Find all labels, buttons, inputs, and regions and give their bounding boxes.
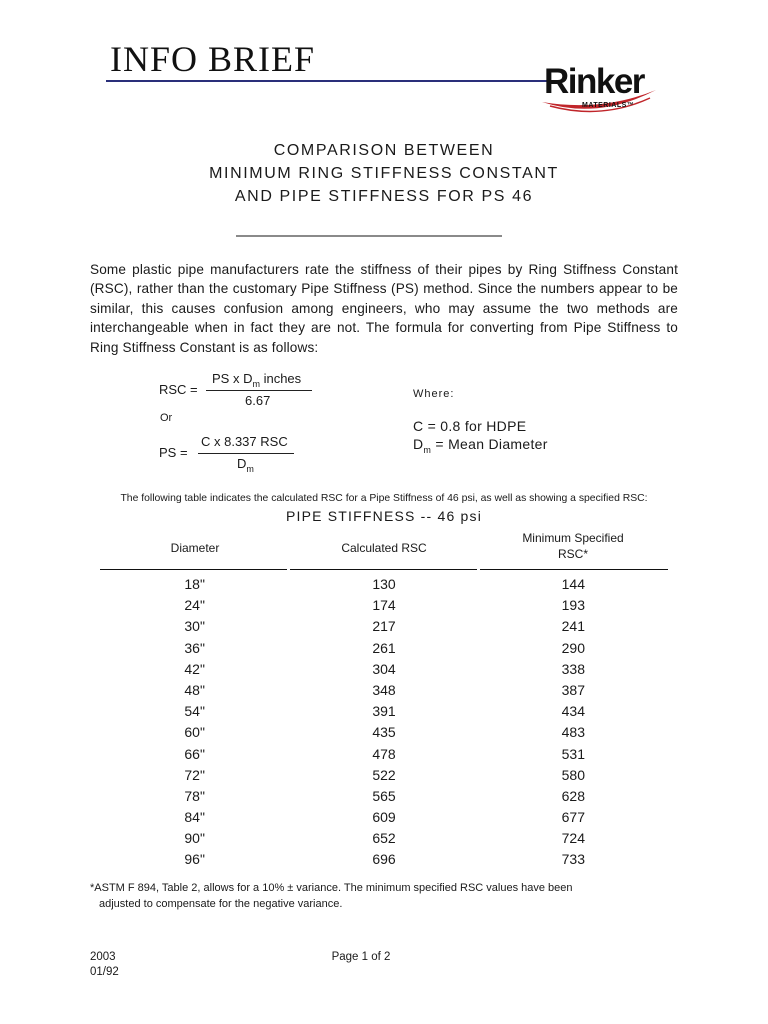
rsc-formula-numerator: PS x $D_m$ inches: [212, 371, 302, 389]
calculated-rsc-cell: 609: [372, 809, 396, 826]
dm-definition: $D_m$ = Mean Diameter: [413, 436, 548, 455]
table-row: [100, 701, 668, 722]
diameter-cell: 78": [184, 787, 205, 804]
diameter-cell: 60": [184, 724, 205, 741]
diameter-cell: 48": [184, 681, 205, 698]
calculated-rsc-cell: 217: [372, 618, 396, 635]
header-underline-2: [290, 569, 477, 570]
info-brief-title: INFO BRIEF: [110, 39, 316, 79]
rsc-fraction-bar: [206, 390, 312, 391]
calculated-rsc-cell: 348: [372, 681, 396, 698]
footnote: *ASTM F 894, Table 2, allows for a 10% ± variance. The minimum specified RSC values have been adjusted to compensate for the negative variance.: [90, 882, 573, 910]
calculated-rsc-cell: 478: [372, 745, 396, 762]
calculated-rsc-cell: 391: [372, 703, 396, 720]
table-row: [100, 828, 668, 849]
page-number: Page 1 of 2: [331, 951, 391, 963]
minimum-rsc-cell: 733: [561, 851, 585, 868]
ps-formula-numerator: C x 8.337 RSC: [201, 434, 288, 449]
minimum-rsc-cell: 290: [561, 639, 585, 656]
calculated-rsc-cell: 174: [372, 597, 396, 614]
header-underline-1: [100, 569, 287, 570]
table-caption: The following table indicates the calculated RSC for a Pipe Stiffness of 46 psi, as well as showing a specified RSC:: [120, 493, 648, 504]
diameter-cell: 18": [184, 576, 205, 592]
table-row: [100, 786, 668, 807]
minimum-rsc-cell: 144: [561, 576, 585, 592]
header-underline-3: [480, 569, 668, 570]
table-row: [100, 680, 668, 701]
table-row: [100, 616, 668, 637]
calculated-rsc-cell: 652: [372, 830, 396, 847]
calculated-rsc-cell: 696: [372, 851, 396, 868]
ps-formula-lhs: PS =: [159, 445, 188, 460]
table-row: [100, 722, 668, 743]
heading-rule: [236, 235, 502, 237]
diameter-cell: 30": [184, 618, 205, 635]
calculated-rsc-cell: 522: [372, 766, 396, 783]
table-row: [100, 574, 668, 595]
table-row: [100, 744, 668, 765]
calculated-rsc-cell: 304: [372, 660, 396, 677]
heading-line-1: COMPARISON BETWEEN: [273, 142, 495, 159]
where-label: Where:: [413, 388, 455, 400]
minimum-rsc-cell: 628: [561, 787, 585, 804]
diameter-cell: 54": [184, 703, 205, 720]
calculated-rsc-cell: 130: [372, 576, 396, 592]
logo-subtext: MATERIALS™: [582, 102, 635, 109]
header-rule: [106, 80, 550, 82]
minimum-rsc-cell: 531: [561, 745, 585, 762]
calculated-rsc-cell: 261: [372, 639, 396, 656]
minimum-rsc-cell: 677: [561, 809, 585, 826]
diameter-cell: 90": [184, 830, 205, 847]
diameter-cell: 36": [184, 639, 205, 656]
intro-paragraph: Some plastic pipe manufacturers rate the stiffness of their pipes by Ring Stiffness Constant (RSC), rather than the customary Pipe Stiffness (PS) method. Since the numbers appear to be similar, this causes confusion among engineers, who may assume the two methods are interchangeable when in fact they are not. The formula for converting from Pipe Stiffness to Ring Stiffness Constant is as follows:: [90, 262, 678, 355]
table-title: PIPE STIFFNESS -- 46 psi: [285, 508, 483, 524]
table-row: [100, 659, 668, 680]
minimum-rsc-cell: 483: [561, 724, 585, 741]
rsc-formula-lhs: RSC =: [159, 382, 198, 397]
calculated-rsc-cell: 435: [372, 724, 396, 741]
minimum-rsc-cell: 387: [561, 681, 585, 698]
footer-date: 2003 01/92: [90, 951, 119, 978]
c-definition: C = 0.8 for HDPE: [413, 418, 527, 434]
minimum-rsc-cell: 193: [561, 597, 585, 614]
column-header-diameter: Diameter: [170, 541, 220, 555]
minimum-rsc-cell: 580: [561, 766, 585, 783]
ps-formula-denominator: $D_m$: [237, 456, 254, 474]
ps-fraction-bar: [198, 453, 294, 454]
table-row: [100, 595, 668, 616]
diameter-cell: 66": [184, 745, 205, 762]
logo-wordmark: Rinker: [544, 62, 644, 101]
diameter-cell: 24": [184, 597, 205, 614]
minimum-rsc-cell: 434: [561, 703, 585, 720]
table-body: [100, 574, 668, 871]
minimum-rsc-cell: 241: [561, 618, 585, 635]
minimum-rsc-cell: 338: [561, 660, 585, 677]
table-row: [100, 849, 668, 870]
column-header-calculated-rsc: Calculated RSC: [341, 541, 427, 555]
heading-line-3: AND PIPE STIFFNESS FOR PS 46: [234, 188, 534, 205]
heading-line-2: MINIMUM RING STIFFNESS CONSTANT: [209, 165, 559, 182]
column-header-minimum-rsc: Minimum Specified RSC*: [522, 531, 624, 561]
minimum-rsc-cell: 724: [561, 830, 585, 847]
rinker-logo: [538, 62, 662, 118]
calculated-rsc-cell: 565: [372, 787, 396, 804]
diameter-cell: 72": [184, 766, 205, 783]
table-row: [100, 807, 668, 828]
diameter-cell: 84": [184, 809, 205, 826]
table-row: [100, 638, 668, 659]
rsc-formula-denominator: 6.67: [245, 393, 271, 408]
or-label: Or: [160, 412, 173, 424]
diameter-cell: 42": [184, 660, 205, 677]
table-row: [100, 765, 668, 786]
diameter-cell: 96": [184, 851, 205, 868]
